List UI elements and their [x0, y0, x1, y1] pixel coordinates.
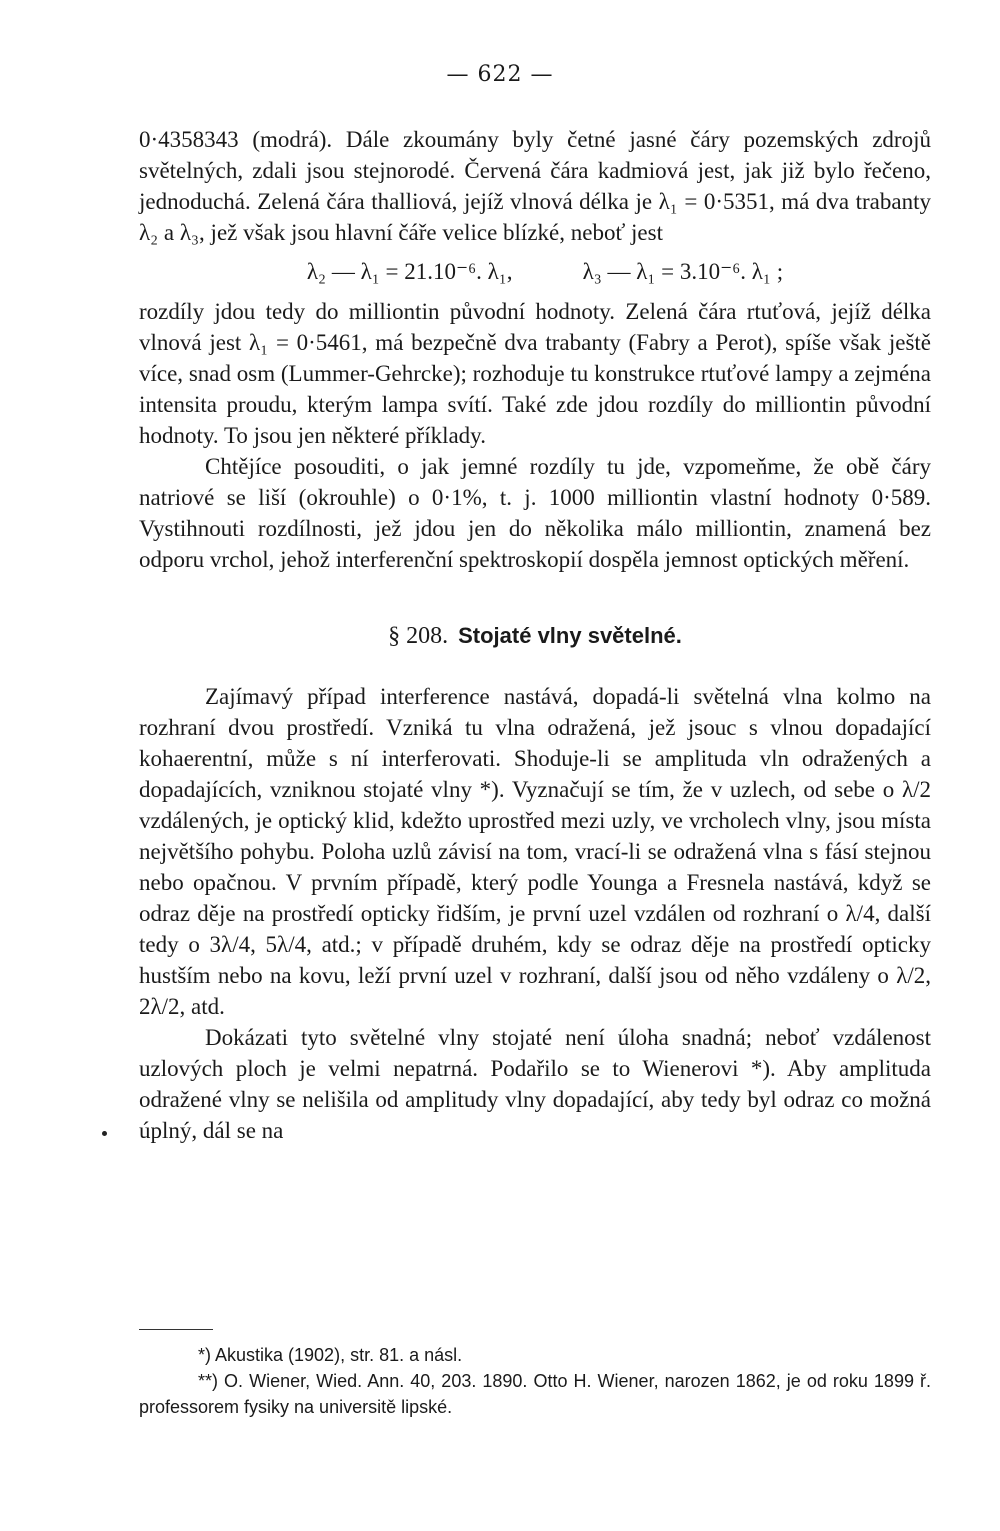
- equation-1: λ₂ — λ₁ = 21.10⁻⁶. λ₁,: [306, 259, 513, 284]
- paragraph-5: Dokázati tyto světelné vlny stojaté není úloha snadná; neboť vzdálenost uzlových ploch je velmi nepatrná. Podařilo se to Wienerovi *). Aby amplituda odražené vlny se nelišila od amplitudy vlny dopadající, aby tedy byl odraz co možná úplný, dál se na: [139, 1025, 931, 1143]
- page-number: — 622 —: [446, 62, 554, 87]
- paragraph-2: rozdíly jdou tedy do milliontin původní hodnoty. Zelená čára rtuťová, jejíž délka vlnová jest λ₁ = 0·5461, má bezpečně dva trabanty (Fabry a Perot), spíše však ještě více, snad osm (Lummer-Gehrcke); rozhoduje tu konstrukce rtuťové lampy a zejména intensita proudu, kterým lampa svítí. Také zde jdou rozdíly do milliontin původní hodnoty. To jsou jen některé příklady.: [139, 299, 931, 448]
- paragraph-3: Chtějíce posouditi, o jak jemné rozdíly tu jde, vzpomeňme, že obě čáry natriové se liší (okrouhle) o 0·1%, t. j. 1000 milliontin vlastní hodnoty 0·589. Vystihnouti rozdílnosti, jež jdou jen do několika málo milliontin, znamená bez odporu vrchol, jehož interferenční spektroskopií dospěla jemnost optických měření.: [139, 454, 931, 572]
- section-number: § 208.: [388, 623, 449, 649]
- footnote-2: **) O. Wiener, Wied. Ann. 40, 203. 1890. Otto H. Wiener, narozen 1862, je od roku 1899 ř. professorem fysiky na universitě lipské.: [139, 1371, 931, 1417]
- paragraph-4: Zajímavý případ interference nastává, dopadá-li světelná vlna kolmo na rozhraní dvou prostředí. Vzniká tu vlna odražená, jež jsouc s vlnou dopadající kohaerentní, může s ní interferovati. Shoduje-li se amplituda vln odražených a dopadajících, vzniknou stojaté vlny *). Vyznačují se tím, že v uzlech, od sebe o λ/2 vzdálených, je optický klid, kdežto uprostřed mezi uzly, ve vrcholech vlny, jsou místa největšího pohybu. Poloha uzlů závisí na tom, vrací-li se odražená vlna s fásí stejnou nebo opačnou. V prvním případě, který podle Younga a Fresnela nastává, když se odraz děje na prostředí opticky řidším, je první uzel vzdálen od rozhraní o λ/4, další tedy o 3λ/4, 5λ/4, atd.; v případě druhém, kdy se odraz děje na prostředí opticky hustším nebo na kovu, leží první uzel v rozhraní, další jsou od něho vzdáleny o λ/2, 2λ/2, atd.: [139, 684, 931, 1019]
- footnote-rule: [139, 1329, 213, 1330]
- equation-line: [139, 248, 931, 296]
- equation-2: λ₃ — λ₁ = 3.10⁻⁶. λ₁ ;: [582, 259, 784, 284]
- footnote-1: *) Akustika (1902), str. 81. a násl.: [198, 1345, 463, 1365]
- footnotes: [139, 1342, 931, 1420]
- margin-mark: [102, 1131, 107, 1136]
- section-title: Stojaté vlny světelné.: [458, 623, 682, 648]
- paragraph-1: 0·4358343 (modrá). Dále zkoumány byly četné jasné čáry pozemských zdrojů světelných, zdali jsou stejnorodé. Červená čára kadmiová jest, jak již bylo řečeno, jednoduchá. Zelená čára thalliová, jejíž vlnová délka je λ₁ = 0·5351, má dva trabanty λ₂ a λ₃, jež však jsou hlavní čáře velice blízké, neboť jest: [139, 127, 931, 245]
- section-heading: [139, 609, 931, 661]
- main-text: [139, 124, 931, 1146]
